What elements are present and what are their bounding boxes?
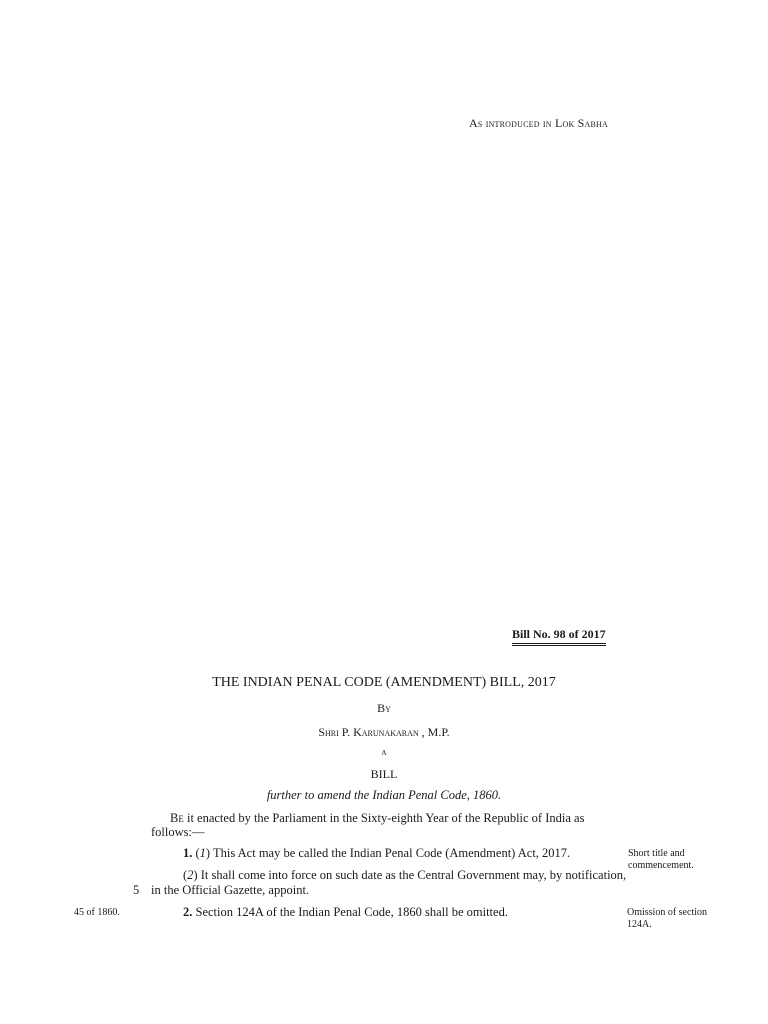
introduction-status: As introduced in Lok Sabha <box>469 116 608 130</box>
article-label: a <box>381 747 387 758</box>
bill-title: THE INDIAN PENAL CODE (AMENDMENT) BILL, 2017 <box>212 675 556 690</box>
subsection-number: 1 <box>199 846 206 860</box>
author-name: Shri P. Karunakaran , M.P. <box>318 725 450 739</box>
section-1-subsection-2-line-2: in the Official Gazette, appoint. <box>151 883 310 897</box>
bill-label: BILL <box>370 767 398 781</box>
enacting-clause-lead: Be <box>170 811 184 825</box>
section-1-subsection-2-line-1: (2) It shall come into force on such date as the Central Government may, by notification, <box>183 868 627 882</box>
subsection-text: ) It shall come into force on such date as the Central Government may, by notification, <box>193 868 627 882</box>
marginal-note-omission: Omission of section 124A. <box>627 907 707 930</box>
section-1-number: 1. <box>183 846 193 860</box>
enacting-clause-line-2: follows:— <box>151 825 205 839</box>
bill-number: Bill No. 98 of 2017 <box>512 627 606 646</box>
section-1-subsection-1: 1. (1) This Act may be called the Indian Penal Code (Amendment) Act, 2017. <box>183 846 571 860</box>
section-2-number: 2. <box>183 905 193 919</box>
enacting-clause-text: it enacted by the Parliament in the Sixty-eighth Year of the Republic of India as <box>183 811 585 825</box>
bill-purpose: further to amend the Indian Penal Code, 1860. <box>266 788 502 802</box>
enacting-clause-line-1 <box>170 811 584 826</box>
marginal-note-short-title: Short title and commencement. <box>628 848 694 871</box>
left-margin-reference: 45 of 1860. <box>74 907 120 918</box>
by-label: By <box>377 701 391 715</box>
section-2-text: 2. Section 124A of the Indian Penal Code, 1860 shall be omitted. <box>183 905 508 919</box>
line-number: 5 <box>133 883 140 897</box>
subsection-number: 2 <box>187 868 194 882</box>
subsection-text: ) This Act may be called the Indian Penal Code (Amendment) Act, 2017. <box>205 846 571 860</box>
